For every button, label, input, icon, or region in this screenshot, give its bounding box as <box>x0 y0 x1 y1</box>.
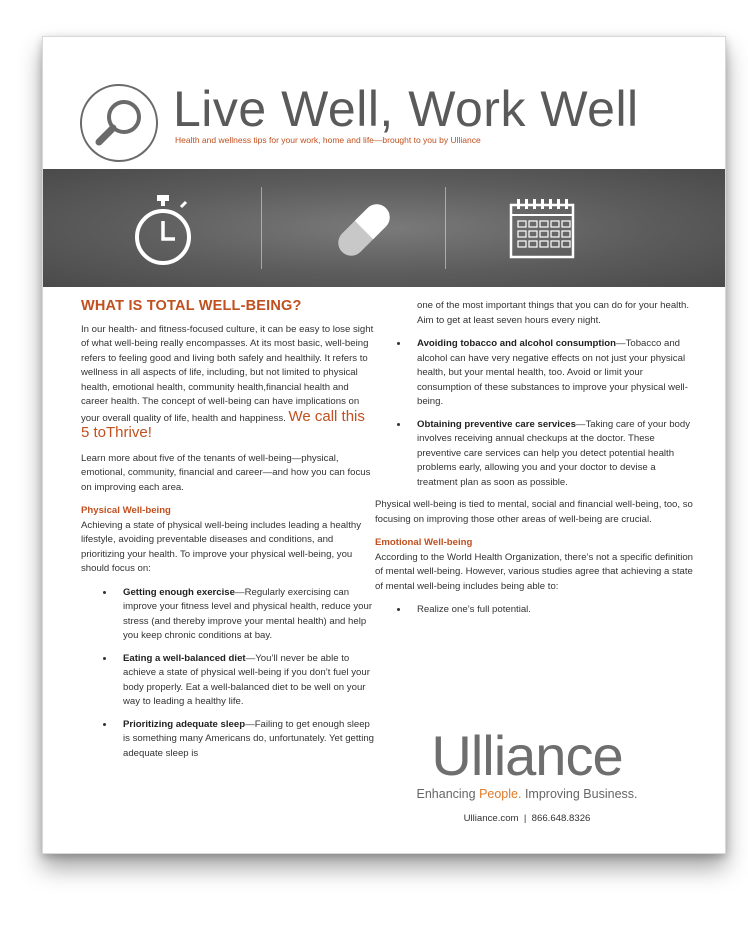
physical-intro: Achieving a state of physical well-being includes leading a healthy lifestyle, avoiding preventable diseases and conditions, and prioritizing your health. To improve your physical well-being, you should focus on: <box>81 519 361 574</box>
bullet-title: Eating a well-balanced diet <box>123 652 246 664</box>
right-column <box>375 299 693 626</box>
list-item: • Realize one’s full potential. <box>409 603 693 618</box>
emotional-list <box>375 603 693 618</box>
page-title: Live Well, Work Well <box>173 81 639 137</box>
emotional-heading: Emotional Well-being <box>375 537 473 548</box>
brand-logo: Ulliance <box>431 724 623 787</box>
brand-block <box>397 724 657 824</box>
bullet-title: Avoiding tobacco and alcohol consumption <box>417 338 616 349</box>
list-item <box>115 652 377 710</box>
physical-heading: Physical Well-being <box>81 505 171 516</box>
list-item <box>409 418 693 491</box>
bullet-text: —Regularly exercising can improve your fitness level and physical health, reduce your stress (and thereby improve your mental health) and help you keep chronic conditions at bay. <box>123 586 373 641</box>
calendar-icon <box>509 197 575 259</box>
icon-banner <box>43 169 725 287</box>
list-item <box>115 586 377 644</box>
intro-text: In our health- and fitness-focused culture, it can be easy to lose sight of what well-being really encompasses. At its most basic, well-being refers to feeling good and living both safely and healthily. It refers to wellness in all aspects of life, including, but not limited to physical health, emotional health, community health,financial health and career health. The concept of well-being can have implications on your overall quality of life, health and happiness. <box>81 323 374 424</box>
left-column <box>81 299 377 769</box>
bullet-text: —You’ll never be able to achieve a state of physical well-being if you don’t fuel your body properly. Eat a well-balanced diet to be well on your way to leading a healthy life. <box>123 652 370 707</box>
physical-list-continued <box>375 337 693 490</box>
stopwatch-icon <box>131 193 195 267</box>
newsletter-page <box>42 36 726 854</box>
intro-paragraph <box>81 323 377 443</box>
physical-list <box>81 586 377 762</box>
magnifying-glass-icon <box>77 81 161 165</box>
list-item <box>115 718 377 762</box>
emotional-intro: According to the World Health Organization, there’s not a specific definition of mental well-being. However, various studies agree that achieving a state of mental well-being includes being able to: <box>375 551 694 592</box>
sleep-continuation: one of the most important things that you can do for your health. Aim to get at least seven hours every night. <box>417 300 689 326</box>
bullet-text: —Taking care of your body involves receiving annual checkups at the doctor. These preventive care services can help you detect potential health problems early, allowing you and your doctor to devise a treatment plan as soon as possible. <box>417 418 691 488</box>
contact-info: Ulliance.com | 866.648.8326 <box>463 813 591 824</box>
bullet-text: —Failing to get enough sleep is something many Americans do, unfortunately. Yet getting adequate sleep is <box>123 718 375 759</box>
bullet-title: Getting enough exercise <box>123 586 235 598</box>
list-item <box>409 337 693 410</box>
section-heading: WHAT IS TOTAL WELL-BEING? <box>81 298 302 314</box>
capsule-icon <box>329 195 399 265</box>
bullet-title: Prioritizing adequate sleep <box>123 718 246 730</box>
bullet-text: —Tobacco and alcohol can have very negative effects on not just your physical health, but your mental health, too. Avoid or limit your consumption of these substances to improve your physical well-being. <box>417 338 688 407</box>
banner-divider <box>445 187 446 269</box>
tagline-suffix: Improving Business. <box>521 787 638 801</box>
banner-divider <box>261 187 262 269</box>
learn-paragraph: Learn more about five of the tenants of well-being—physical, emotional, community, financial and career—and how you can focus on improving each area. <box>81 452 371 493</box>
tagline-highlight: People. <box>479 787 522 801</box>
tagline-prefix: Enhancing <box>416 787 480 801</box>
physical-tie-paragraph: Physical well-being is tied to mental, social and financial well-being, too, so focusing on improving those other areas of well-being are crucial. <box>375 499 693 525</box>
bullet-title: Obtaining preventive care services <box>417 418 576 430</box>
brand-tagline <box>397 787 657 801</box>
thrive-callout: We call this 5 toThrive! <box>81 407 365 441</box>
page-subtitle: Health and wellness tips for your work, home and life—brought to you by Ulliance <box>175 135 481 145</box>
